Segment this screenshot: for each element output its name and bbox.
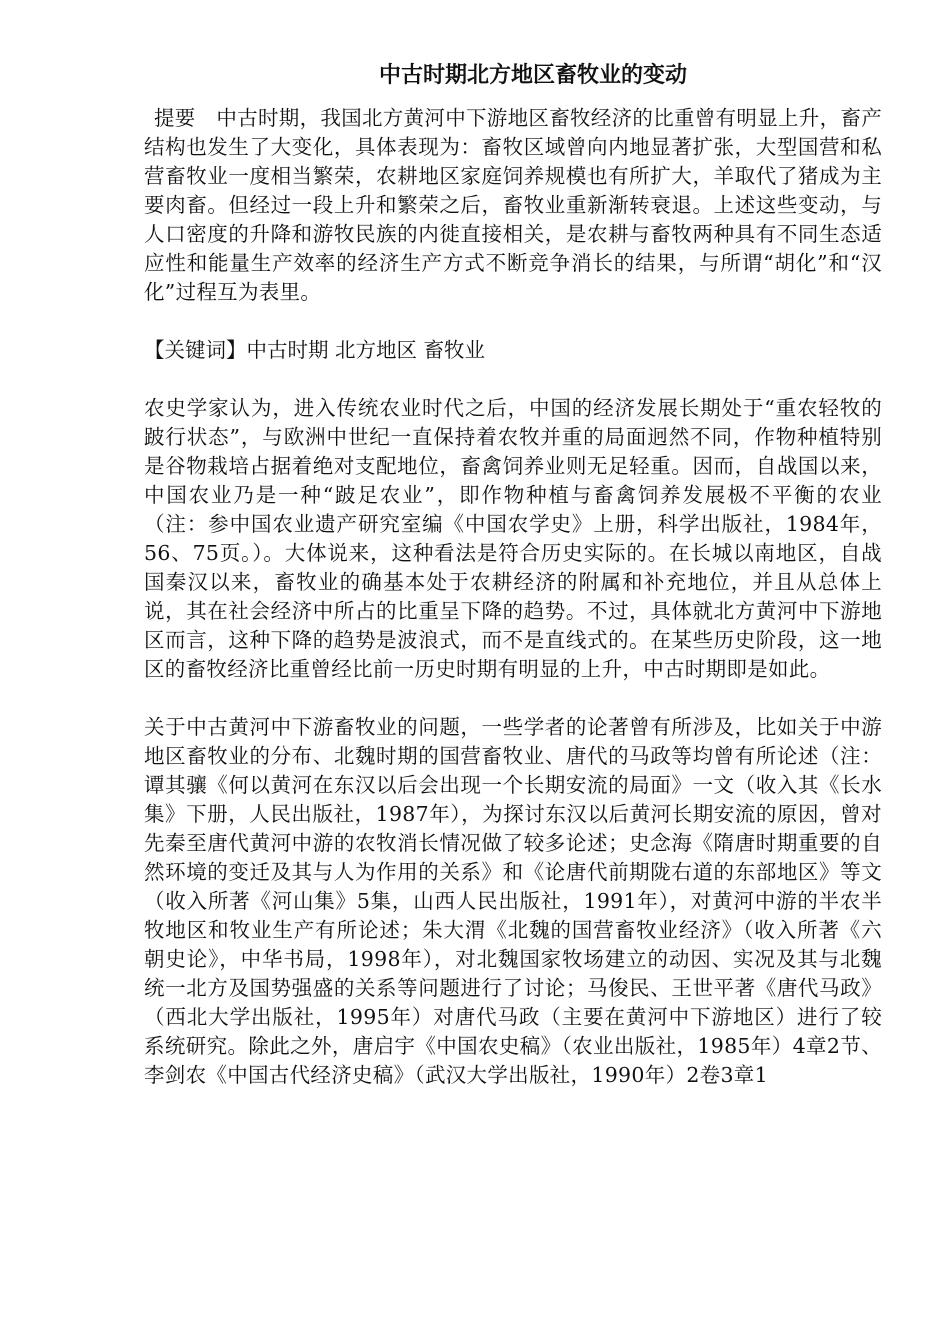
abstract-paragraph: 提要 中古时期，我国北方黄河中下游地区畜牧经济的比重曾有明显上升，畜产结构也发生了大变化，具体表现为：畜牧区域曾向内地显著扩张，大型国营和私营畜牧业一度相当繁荣，农耕地区家庭饲养规模也有所扩大，羊取代了猪成为主要肉畜。但经过一段上升和繁荣之后，畜牧业重新渐转衰退。上述这些变动，与人口密度的升降和游牧民族的内徙直接相关，是农耕与畜牧两种具有不同生态适应性和能量生产效率的经济生产方式不断竞争消长的结果，与所谓“胡化”和“汉化”过程互为表里。: [144, 106, 882, 304]
document-page: [144, 60, 882, 1090]
body-paragraph-2: 关于中古黄河中下游畜牧业的问题，一些学者的论著曾有所涉及，比如关于中游地区畜牧业的分布、北魏时期的国营畜牧业、唐代的马政等均曾有所论述（注：谭其骧《何以黄河在东汉以后会出现一个长期安流的局面》一文（收入其《长水集》下册，人民出版社，1987年），为探讨东汉以后黄河长期安流的原因，曾对先秦至唐代黄河中游的农牧消长情况做了较多论述；史念海《隋唐时期重要的自然环境的变迁及其与人为作用的关系》和《论唐代前期陇右道的东部地区》等文（收入所著《河山集》5集，山西人民出版社，1991年），对黄河中游的半农半牧地区和牧业生产有所论述；朱大渭《北魏的国营畜牧业经济》（收入所著《六朝史论》，中华书局，1998年），对北魏国家牧场建立的动因、实况及其与北魏统一北方及国势强盛的关系等问题进行了讨论；马俊民、王世平著《唐代马政》（西北大学出版社，1995年）对唐代马政（主要在黄河中下游地区）进行了较系统研究。除此之外，唐启宇《中国农史稿》（农业出版社，1985年）4章2节、李剑农《中国古代经济史稿》（武汉大学出版社，1990年）2卷3章1: [144, 715, 882, 1087]
paragraph-spacer: [144, 365, 882, 394]
paragraph-spacer: [144, 307, 882, 336]
paragraph-spacer: [144, 684, 882, 713]
keywords-line: 【关键词】中古时期 北方地区 畜牧业: [144, 338, 486, 362]
document-title: 中古时期北方地区畜牧业的变动: [378, 63, 687, 88]
body-paragraph-1: 农史学家认为，进入传统农业时代之后，中国的经济发展长期处于“重农轻牧的跛行状态”，与欧洲中世纪一直保持着农牧并重的局面迥然不同，作物种植特别是谷物栽培占据着绝对支配地位，畜禽饲养业则无足轻重。因而，自战国以来，中国农业乃是一种“跛足农业”，即作物种植与畜禽饲养发展极不平衡的农业（注：参中国农业遗产研究室编《中国农学史》上册，科学出版社，1984年，56、75页。）。大体说来，这种看法是符合历史实际的。在长城以南地区，自战国秦汉以来，畜牧业的确基本处于农耕经济的附属和补充地位，并且从总体上说，其在社会经济中所占的比重呈下降的趋势。不过，具体就北方黄河中下游地区而言，这种下降的趋势是波浪式，而不是直线式的。在某些历史阶段，这一地区的畜牧经济比重曾经比前一历史时期有明显的上升，中古时期即是如此。: [144, 396, 882, 681]
